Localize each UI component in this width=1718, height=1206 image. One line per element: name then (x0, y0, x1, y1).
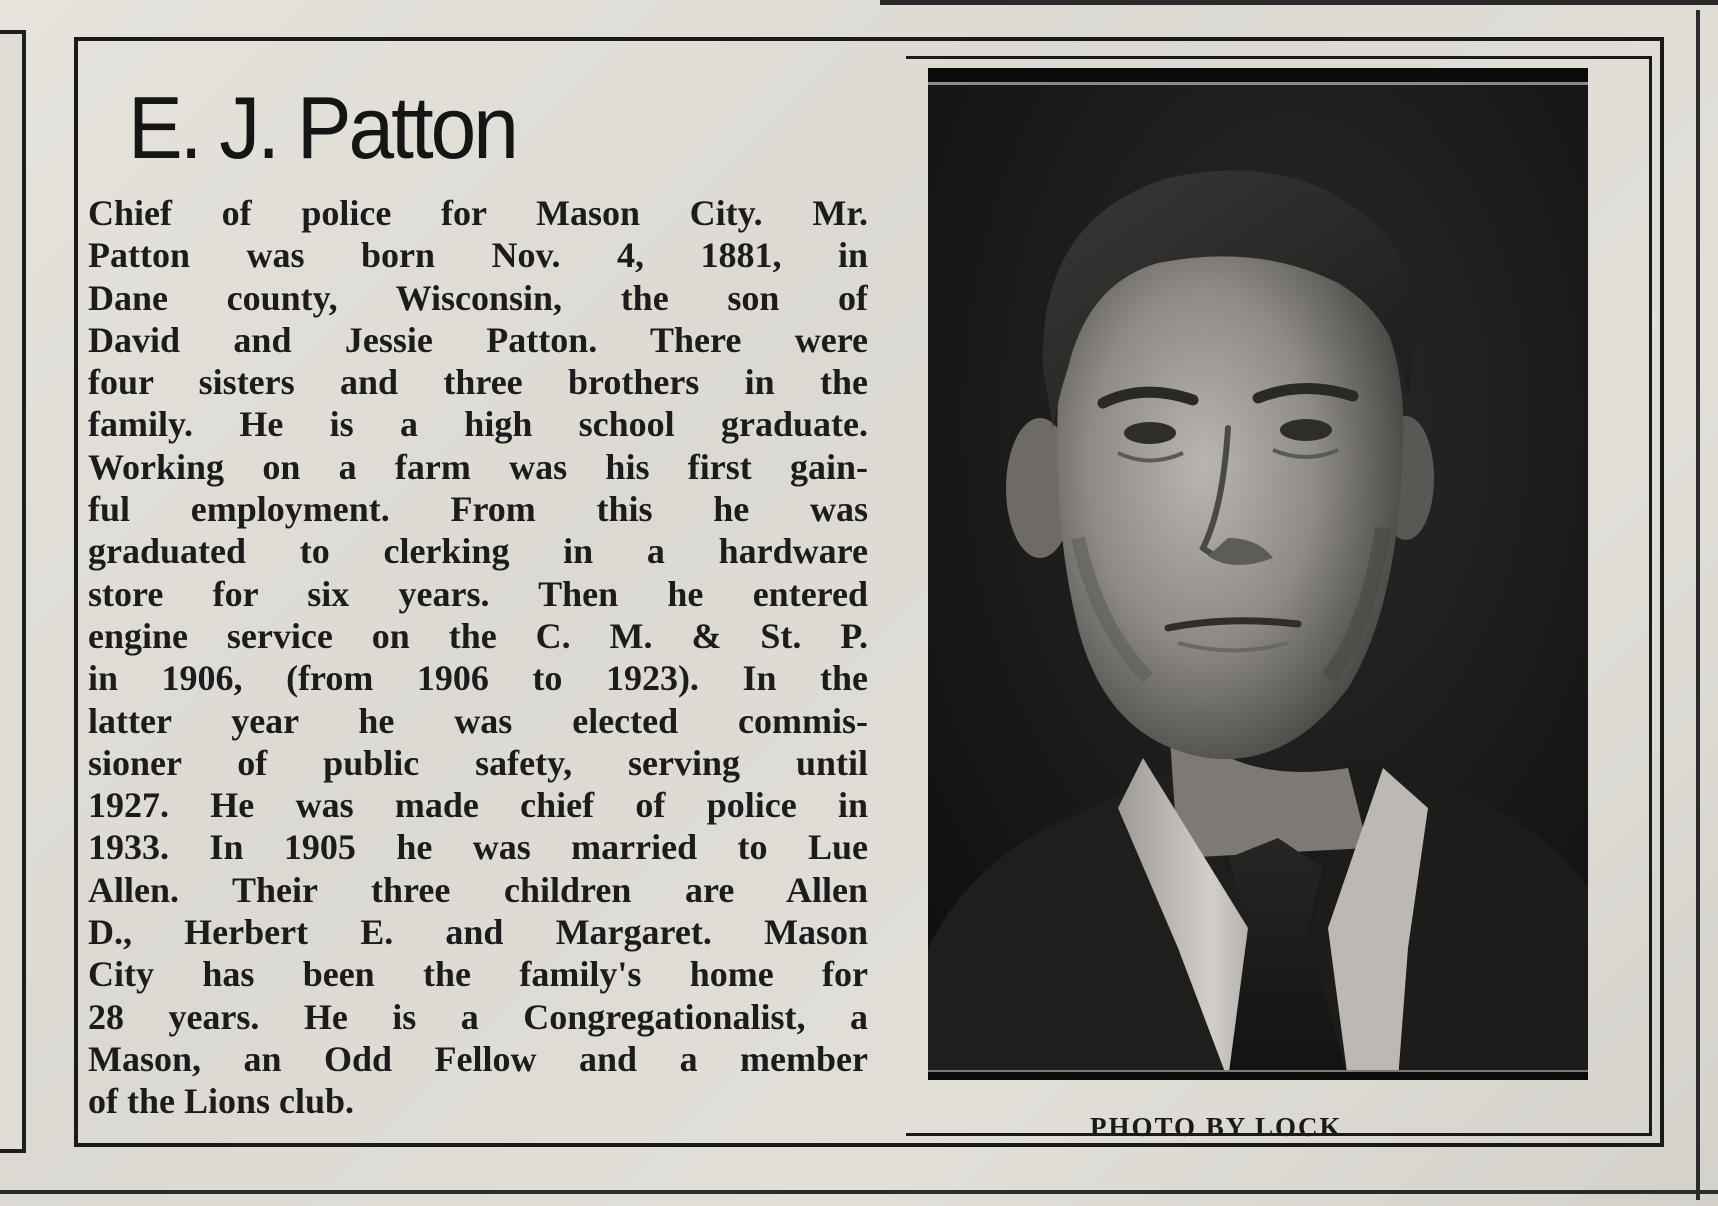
body-line: D., Herbert E. and Margaret. Mason (88, 912, 868, 953)
top-column-rule (880, 0, 1718, 5)
article-body (88, 192, 868, 1123)
body-line: Allen. Their three children are Allen (88, 869, 868, 910)
photo-top-edge (928, 68, 1588, 85)
portrait-photo (928, 68, 1588, 1080)
body-line: 28 years. He is a Congregationalist, a (88, 996, 868, 1037)
body-line: Mason, an Odd Fellow and a member (88, 1038, 868, 1079)
body-line: David and Jessie Patton. There were (88, 319, 868, 360)
bottom-column-rule (0, 1190, 1718, 1194)
headline: E. J. Patton (128, 79, 516, 178)
portrait-illustration (928, 68, 1588, 1080)
body-line: Patton was born Nov. 4, 1881, in (88, 235, 868, 276)
body-line: in 1906, (from 1906 to 1923). In the (88, 658, 868, 699)
photo-credit: PHOTO BY LOCK (1090, 1112, 1343, 1142)
body-line: graduated to clerking in a hardware (88, 531, 868, 572)
body-line: latter year he was elected commis- (88, 700, 868, 741)
body-line: sioner of public safety, serving until (88, 742, 868, 783)
body-line: store for six years. Then he entered (88, 573, 868, 614)
body-line: ful employment. From this he was (88, 489, 868, 530)
body-line: 1927. He was made chief of police in (88, 785, 868, 826)
adjacent-column-box-left (0, 30, 26, 1153)
body-line: Working on a farm was his first gain- (88, 446, 868, 487)
body-line: 1933. In 1905 he was married to Lue (88, 827, 868, 868)
body-line: City has been the family's home for (88, 954, 868, 995)
photo-bottom-edge (928, 1070, 1588, 1080)
body-line: Dane county, Wisconsin, the son of (88, 277, 868, 318)
body-line: engine service on the C. M. & St. P. (88, 615, 868, 656)
adjacent-column-rule-right (1696, 10, 1700, 1200)
body-line: four sisters and three brothers in the (88, 362, 868, 403)
body-line: of the Lions club. (88, 1081, 355, 1122)
body-line: family. He is a high school graduate. (88, 404, 868, 445)
body-line: Chief of police for Mason City. Mr. (88, 193, 868, 233)
